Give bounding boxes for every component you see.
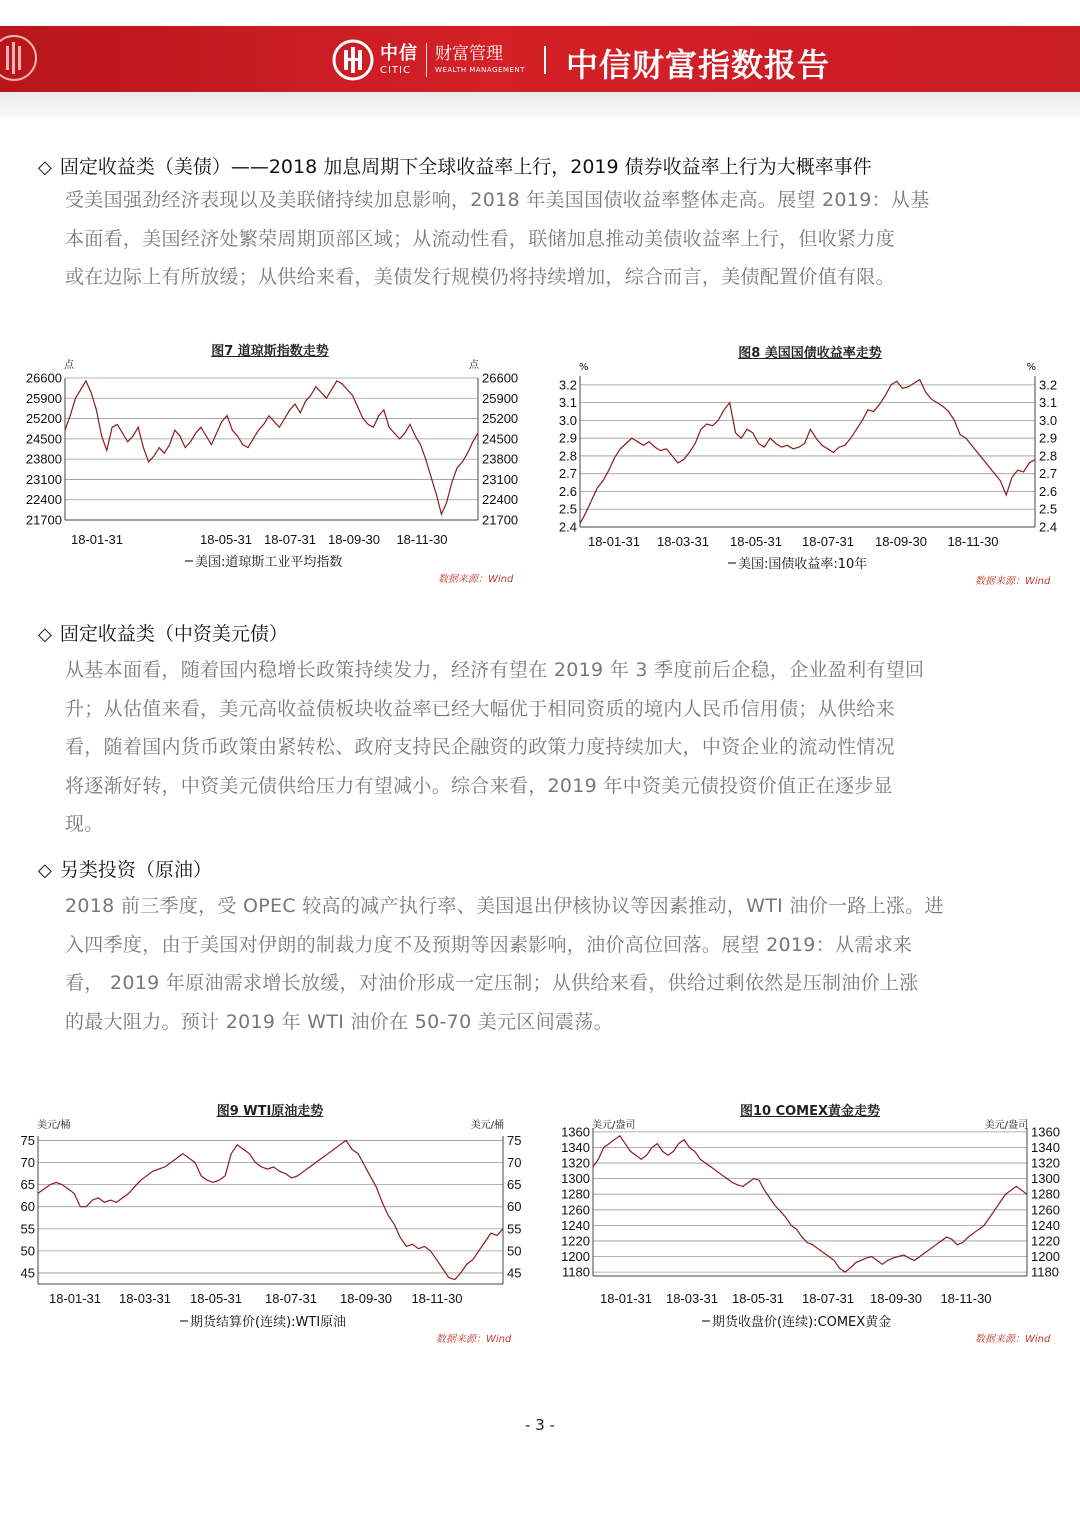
y-tick-label-left: 1260 [561,1202,590,1218]
series-line [580,380,1035,524]
paragraph-line: 2018 前三季度，受 OPEC 较高的减产执行率、美国退出伊核协议等因素推动，WTI 油价一路上涨。进 [65,895,944,917]
x-tick-label: 18-03-31 [118,1291,172,1306]
y-tick-label-left: 22400 [25,492,62,508]
y-tick-label-left: 2.4 [558,519,577,535]
legend-label: 期货收盘价(连续):COMEX黄金 [712,1315,892,1330]
y-tick-label-right: 60 [507,1199,522,1215]
y-tick-label-left: 2.7 [558,466,577,482]
source-note: 数据来源：Wind [436,1334,512,1345]
y-tick-label-right: 1360 [1031,1124,1060,1140]
paragraph-line: 受美国强劲经济表现以及美联储持续加息影响，2018 年美国国债收益率整体走高。展望 2019：从基 [65,189,930,211]
y-tick-label-right: 24500 [482,431,519,447]
section-paragraph-crude-oil [65,887,1025,1041]
paragraph-line: 现。 [65,813,104,835]
y-tick-label-left: 45 [20,1265,35,1281]
y-tick-label-right: 23100 [482,471,519,487]
logo-wordmark [380,42,418,76]
y-tick-label-right: 2.7 [1039,466,1058,482]
y-tick-label-left: 55 [20,1221,35,1237]
y-unit-left: % [579,362,589,373]
y-tick-label-right: 25200 [482,411,519,427]
y-tick-label-right: 1240 [1031,1217,1060,1233]
y-tick-label-right: 65 [507,1177,522,1193]
logo-cn-text: 中信 [380,42,418,64]
x-tick-label: 18-11-30 [411,1291,463,1306]
x-tick-label: 18-09-30 [869,1291,923,1306]
y-tick-label-left: 2.5 [558,501,577,517]
x-tick-label: 18-07-31 [801,534,855,549]
y-tick-label-left: 3.2 [558,377,577,393]
y-tick-label-left: 75 [20,1132,35,1148]
paragraph-line: 看，随着国内货币政策由紧转松、政府支持民企融资的政策力度持续加大，中资企业的流动性情况 [65,736,895,758]
y-tick-label-right: 55 [507,1221,522,1237]
section-heading-text: 另类投资（原油） [59,859,212,881]
y-unit-right: 点 [469,360,479,371]
section-heading-text: 固定收益类（中资美元债） [59,623,288,645]
y-tick-label-right: 1280 [1031,1186,1060,1202]
y-tick-label-left: 26600 [25,370,62,386]
paragraph-line: 将逐渐好转，中资美元债供给压力有望减小。综合来看，2019 年中资美元债投资价值正在逐步显 [65,774,893,797]
x-tick-label: 18-05-31 [189,1291,243,1306]
source-note: 数据来源：Wind [438,574,514,585]
series-line [38,1140,503,1279]
y-tick-label-right: 45 [507,1265,522,1281]
y-tick-label-left: 3.0 [558,412,577,428]
x-tick-label: 18-07-31 [801,1291,855,1306]
y-tick-label-right: 3.0 [1039,412,1058,428]
chart-svg [540,1094,1080,1348]
y-tick-label-left: 60 [20,1199,35,1215]
header-shadow [0,92,1080,118]
y-tick-label-right: 3.2 [1039,377,1058,393]
brand-en-text: WEALTH MANAGEMENT [435,66,525,74]
y-tick-label-right: 2.9 [1039,430,1058,446]
x-tick-label: 18-03-31 [665,1291,719,1306]
x-tick-label: 18-11-30 [940,1291,992,1306]
paragraph-line: 看， 2019 年原油需求增长放缓，对油价形成一定压制；从供给来看，供给过剩依然是压制油价上涨 [65,972,919,994]
y-tick-label-left: 25200 [25,411,62,427]
brand-cn-text: 财富管理 [435,44,503,64]
source-note: 数据来源：Wind [975,576,1051,586]
x-tick-label: 18-01-31 [48,1291,102,1306]
y-tick-label-right: 2.5 [1039,501,1058,517]
paragraph-line: 本面看，美国经济处繁荣周期顶部区域；从流动性看，联储加息推动美债收益率上行，但收紧力度 [65,227,895,250]
y-tick-label-right: 23800 [482,451,519,467]
y-tick-label-right: 2.4 [1039,519,1058,535]
y-tick-label-left: 50 [20,1243,35,1259]
y-tick-label-left: 2.8 [558,448,577,464]
series-line [65,381,478,514]
x-tick-label: 18-11-30 [947,534,999,549]
chart-title: 图8 美国国债收益率走势 [738,346,882,361]
logo-en-text: CITIC [380,64,411,76]
y-tick-label-right: 21700 [482,512,519,528]
y-tick-label-left: 21700 [25,512,62,528]
paragraph-line: 入四季度，由于美国对伊朗的制裁力度不及预期等因素影响，油价高位回落。展望 2019：从需求来 [65,933,913,956]
title-divider [544,46,546,74]
chart-dow-jones [0,336,540,586]
y-unit-left: 美元/桶 [37,1120,71,1131]
y-tick-label-right: 1340 [1031,1139,1060,1155]
chart-wti-crude [0,1094,540,1348]
y-tick-label-left: 24500 [25,431,62,447]
x-tick-label: 18-05-31 [199,532,253,547]
y-tick-label-right: 50 [507,1243,522,1259]
chart-title: 图9 WTI原油走势 [216,1104,324,1119]
brand-logo [332,38,525,82]
section-heading-text: 固定收益类（美债）——2018 加息周期下全球收益率上行，2019 债券收益率上行为大概率事件 [59,156,872,178]
y-tick-label-right: 1300 [1031,1171,1060,1187]
section-heading-china-usd-bond [38,619,288,646]
legend-label: 美国:道琼斯工业平均指数 [195,555,343,570]
x-tick-label: 18-11-30 [396,532,448,547]
y-tick-label-left: 25900 [25,390,62,406]
section-heading-crude-oil [38,855,212,882]
chart-title: 图10 COMEX黄金走势 [739,1104,881,1119]
diamond-bullet-icon: ◇ [38,860,52,881]
x-tick-label: 18-07-31 [264,1291,318,1306]
y-tick-label-left: 65 [20,1177,35,1193]
paragraph-line: 或在边际上有所放缓；从供给来看，美债发行规模仍将持续增加，综合而言，美债配置价值有限。 [65,266,895,288]
y-tick-label-right: 25900 [482,390,519,406]
y-tick-label-right: 70 [507,1155,522,1171]
y-tick-label-right: 1320 [1031,1155,1060,1171]
y-tick-label-left: 2.9 [558,430,577,446]
y-tick-label-right: 1220 [1031,1233,1060,1249]
brand-wordmark [435,46,525,74]
chart-title: 图7 道琼斯指数走势 [211,344,329,359]
y-tick-label-left: 1300 [561,1171,590,1187]
y-tick-label-left: 3.1 [558,395,577,411]
paragraph-line: 的最大阻力。预计 2019 年 WTI 油价在 50-70 美元区间震荡。 [65,1010,613,1033]
y-tick-label-left: 1340 [561,1139,590,1155]
chart-us-treasury-yield [540,336,1080,586]
citic-logo-icon [332,39,374,81]
y-tick-label-right: 22400 [482,492,519,508]
y-unit-right: 美元/桶 [470,1120,504,1131]
y-tick-label-left: 1320 [561,1155,590,1171]
report-title: 中信财富指数报告 [566,46,831,84]
y-tick-label-left: 23800 [25,451,62,467]
x-tick-label: 18-03-31 [656,534,710,549]
chart-svg [0,1094,540,1348]
section-heading-us-treasury [38,152,872,179]
x-tick-label: 18-01-31 [599,1291,653,1306]
series-line [593,1136,1027,1272]
paragraph-line: 升；从估值来看，美元高收益债板块收益率已经大幅优于相同资质的境内人民币信用债；从供给来 [65,697,895,720]
x-tick-label: 18-07-31 [263,532,317,547]
y-tick-label-left: 1240 [561,1217,590,1233]
y-tick-label-right: 1260 [1031,1202,1060,1218]
y-tick-label-right: 1180 [1031,1264,1059,1280]
legend-label: 美国:国债收益率:10年 [738,557,868,572]
y-tick-label-left: 1180 [562,1264,590,1280]
source-note: 数据来源：Wind [975,1334,1051,1345]
section-paragraph-china-usd-bond [65,651,1025,844]
report-header-banner [0,26,1080,92]
logo-divider [426,43,427,77]
y-unit-right: 美元/盎司 [984,1120,1028,1131]
y-unit-left: 美元/盎司 [592,1120,636,1131]
paragraph-line: 从基本面看，随着国内稳增长政策持续发力，经济有望在 2019 年 3 季度前后企稳，企业盈利有望回 [65,659,925,681]
x-tick-label: 18-09-30 [327,532,381,547]
y-tick-label-right: 3.1 [1039,395,1058,411]
y-tick-label-left: 23100 [25,471,62,487]
y-unit-left: 点 [64,360,74,371]
diamond-bullet-icon: ◇ [38,624,52,645]
x-tick-label: 18-01-31 [587,534,641,549]
page-number: - 3 - [525,1416,555,1434]
y-tick-label-right: 75 [507,1132,522,1148]
x-tick-label: 18-09-30 [339,1291,393,1306]
y-tick-label-left: 1220 [561,1233,590,1249]
y-tick-label-left: 2.6 [558,483,577,499]
x-tick-label: 18-05-31 [729,534,783,549]
y-tick-label-left: 1280 [561,1186,590,1202]
y-tick-label-left: 70 [20,1155,35,1171]
y-unit-right: % [1026,362,1036,373]
x-tick-label: 18-05-31 [731,1291,785,1306]
y-tick-label-right: 26600 [482,370,519,386]
y-tick-label-right: 2.6 [1039,483,1058,499]
corner-logo-icon [0,30,40,86]
y-tick-label-right: 2.8 [1039,448,1058,464]
y-tick-label-left: 1200 [561,1249,590,1265]
y-tick-label-left: 1360 [561,1124,590,1140]
y-tick-label-right: 1200 [1031,1249,1060,1265]
chart-svg [540,336,1080,586]
x-tick-label: 18-09-30 [874,534,928,549]
diamond-bullet-icon: ◇ [38,157,52,178]
chart-svg [0,336,540,586]
section-paragraph-us-treasury [65,181,1025,297]
legend-label: 期货结算价(连续):WTI原油 [190,1315,347,1330]
chart-comex-gold [540,1094,1080,1348]
x-tick-label: 18-01-31 [70,532,124,547]
